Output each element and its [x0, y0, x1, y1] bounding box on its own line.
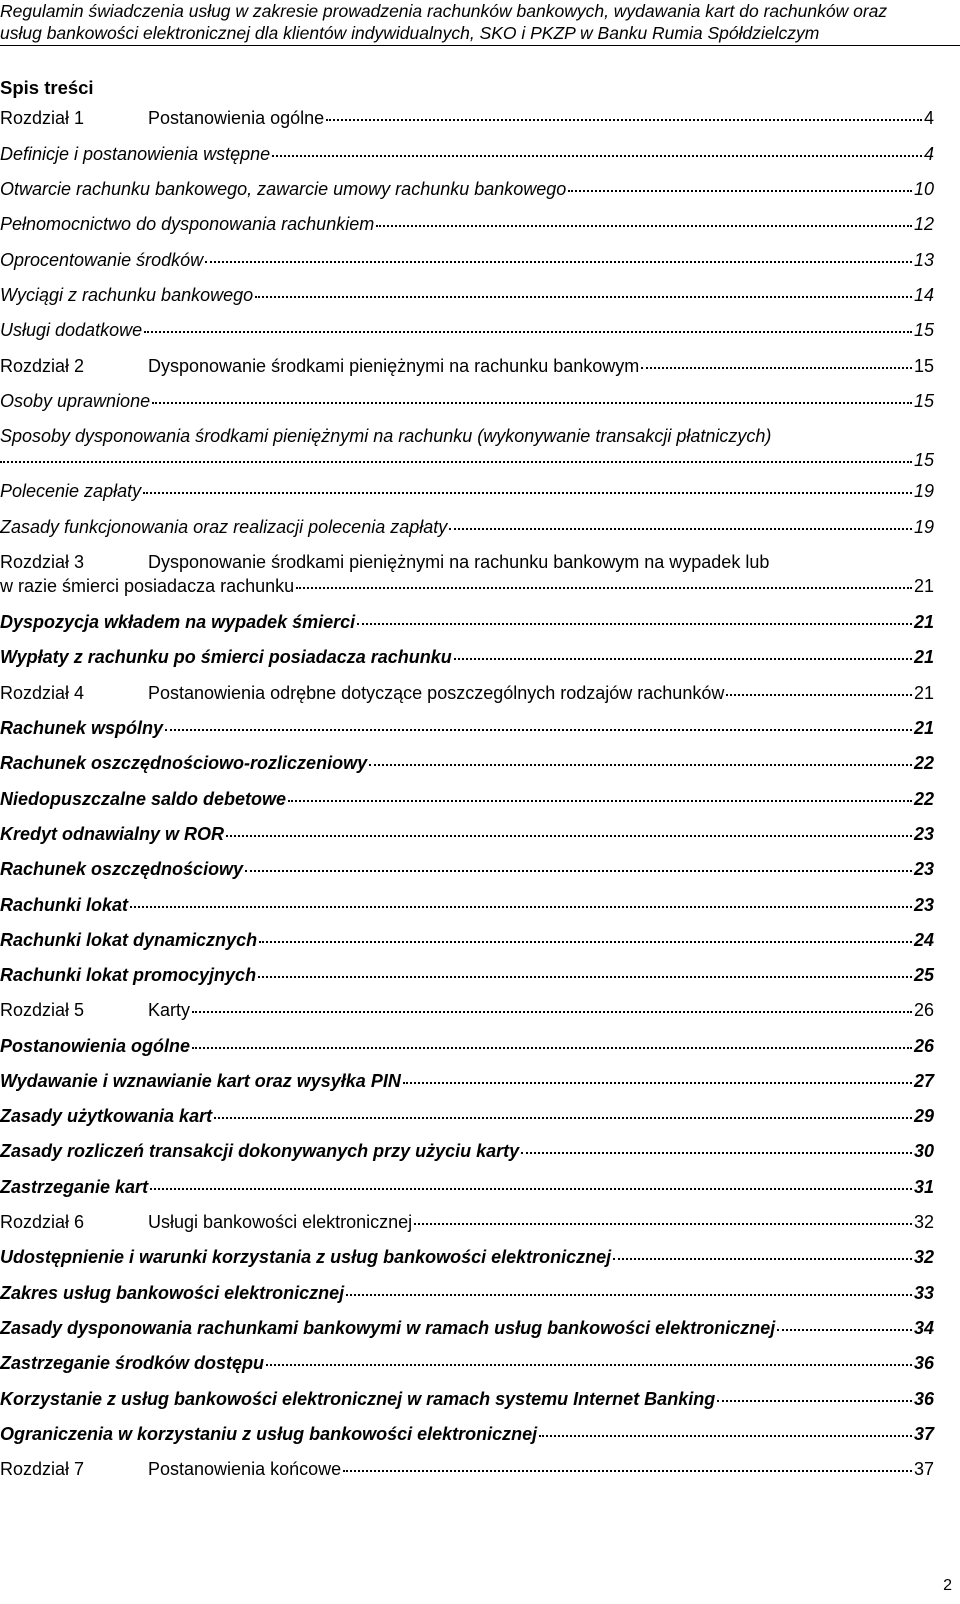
toc-entry[interactable]	[0, 1139, 934, 1163]
toc-page-number: 27	[913, 1071, 934, 1091]
dot-leader	[192, 1034, 912, 1052]
toc-page-number: 15	[913, 320, 934, 340]
toc-entry[interactable]	[0, 1069, 934, 1093]
dot-leader	[403, 1069, 912, 1087]
toc-entry[interactable]	[0, 681, 934, 705]
toc-entry[interactable]	[0, 893, 934, 917]
toc-page-number: 36	[913, 1353, 934, 1373]
toc-entry-title: Zasady rozliczeń transakcji dokonywanych przy użyciu karty	[0, 1141, 520, 1161]
dot-leader	[326, 106, 922, 124]
toc-entry[interactable]	[0, 822, 934, 846]
toc-chapter-label: Rozdział 1	[0, 108, 85, 128]
toc-entry[interactable]	[0, 1281, 934, 1305]
page-number: 2	[943, 1577, 952, 1594]
dot-leader	[272, 142, 922, 160]
toc-page-number: 21	[913, 612, 934, 632]
toc-page-number: 21	[913, 683, 934, 703]
toc-entry-title: Polecenie zapłaty	[0, 481, 142, 501]
toc-page-number: 24	[913, 930, 934, 950]
toc-entry-title: Dysponowanie środkami pieniężnymi na rachunku bankowym	[148, 356, 640, 376]
toc-chapter-label: Rozdział 7	[0, 1459, 85, 1479]
toc-chapter-label: Rozdział 5	[0, 1000, 85, 1020]
toc-page-number: 29	[913, 1106, 934, 1126]
dot-leader	[346, 1281, 912, 1299]
toc-page-number: 23	[913, 824, 934, 844]
toc-entry-title: Korzystanie z usług bankowości elektronicznej w ramach systemu Internet Banking	[0, 1389, 716, 1409]
toc-entry-title: Postanowienia ogólne	[148, 108, 325, 128]
toc-entry-title: Udostępnienie i warunki korzystania z usług bankowości elektronicznej	[0, 1247, 612, 1267]
toc-page-number: 26	[913, 1036, 934, 1056]
toc-entry[interactable]	[0, 389, 934, 413]
toc-entry-title: Ograniczenia w korzystaniu z usług bankowości elektronicznej	[0, 1424, 538, 1444]
toc-entry[interactable]	[0, 1422, 934, 1446]
dot-leader	[143, 479, 912, 497]
toc-entry-title-continued: w razie śmierci posiadacza rachunku	[0, 576, 295, 596]
toc-entry-title: Kredyt odnawialny w ROR	[0, 824, 225, 844]
toc-entry[interactable]	[0, 1351, 934, 1375]
dot-leader	[192, 998, 912, 1016]
toc-page-number: 21	[913, 647, 934, 667]
toc-entry[interactable]	[0, 1457, 934, 1481]
toc-page-number: 15	[913, 356, 934, 376]
toc-entry[interactable]	[0, 645, 934, 669]
toc-entry[interactable]	[0, 515, 934, 539]
toc-page-number: 15	[913, 391, 934, 411]
dot-leader	[369, 751, 912, 769]
toc-entry[interactable]	[0, 1175, 934, 1199]
toc-entry-title: Sposoby dysponowania środkami pieniężnymi na rachunku (wykonywanie transakcji płatniczych)	[0, 426, 772, 446]
toc-entry[interactable]	[0, 787, 934, 811]
dot-leader	[376, 212, 912, 230]
toc-entry[interactable]	[0, 716, 934, 740]
dot-leader	[414, 1210, 912, 1228]
toc-entry-title: Dyspozycja wkładem na wypadek śmierci	[0, 612, 356, 632]
toc-entry[interactable]	[0, 212, 934, 236]
toc-entry[interactable]	[0, 1387, 934, 1411]
toc-entry-title: Otwarcie rachunku bankowego, zawarcie umowy rachunku bankowego	[0, 179, 567, 199]
dot-leader	[130, 893, 912, 911]
toc-entry-title: Osoby uprawnione	[0, 391, 151, 411]
dot-leader	[205, 248, 912, 266]
dot-leader	[296, 574, 912, 592]
toc-entry[interactable]	[0, 1104, 934, 1128]
dot-leader	[245, 857, 912, 875]
toc-entry[interactable]	[0, 1316, 934, 1340]
dot-leader	[343, 1457, 912, 1475]
toc-entry[interactable]	[0, 751, 934, 775]
toc-entry-title: Rachunki lokat promocyjnych	[0, 965, 257, 985]
dot-leader	[259, 928, 912, 946]
dot-leader	[568, 177, 912, 195]
toc-entry[interactable]	[0, 106, 934, 130]
toc-entry-title: Rachunki lokat	[0, 895, 129, 915]
toc-page-number: 33	[913, 1283, 934, 1303]
toc-entry[interactable]	[0, 177, 934, 201]
toc-entry[interactable]	[0, 610, 934, 634]
toc-entry-title: Usługi bankowości elektronicznej	[148, 1212, 413, 1232]
dot-leader	[150, 1175, 912, 1193]
dot-leader	[0, 448, 912, 466]
toc-entry[interactable]	[0, 1210, 934, 1234]
toc-page-number: 23	[913, 895, 934, 915]
dot-leader	[144, 318, 912, 336]
toc-page-number: 21	[913, 576, 934, 596]
toc-chapter-label: Rozdział 3	[0, 552, 85, 572]
toc-entry[interactable]	[0, 1245, 934, 1269]
toc-page-number: 4	[923, 144, 934, 164]
toc-entry-title: Zastrzeganie kart	[0, 1177, 149, 1197]
toc-chapter-label: Rozdział 2	[0, 356, 85, 376]
dot-leader	[777, 1316, 912, 1334]
dot-leader	[454, 645, 912, 663]
toc-chapter-label: Rozdział 4	[0, 683, 85, 703]
toc-page-number: 22	[913, 789, 934, 809]
dot-leader	[266, 1351, 912, 1369]
toc-page-number: 32	[913, 1247, 934, 1267]
dot-leader	[152, 389, 912, 407]
toc-entry[interactable]	[0, 550, 934, 598]
header-divider	[0, 45, 960, 46]
header-line-2: usług bankowości elektronicznej dla klientów indywidualnych, SKO i PKZP w Banku Rumia Spółdzielczym	[0, 23, 820, 43]
toc-entry-title: Rachunki lokat dynamicznych	[0, 930, 258, 950]
dot-leader	[521, 1139, 912, 1157]
toc-entry-title: Postanowienia końcowe	[148, 1459, 342, 1479]
dot-leader	[255, 283, 912, 301]
document-header	[0, 0, 960, 44]
dot-leader	[641, 354, 912, 372]
toc-entry[interactable]	[0, 318, 934, 342]
toc-entry-title: Wydawanie i wznawianie kart oraz wysyłka PIN	[0, 1071, 401, 1091]
toc-entry[interactable]	[0, 963, 934, 987]
toc-page-number: 30	[913, 1141, 934, 1161]
toc-page-number: 36	[913, 1389, 934, 1409]
dot-leader	[613, 1245, 912, 1263]
dot-leader	[226, 822, 912, 840]
toc-page-number: 21	[913, 718, 934, 738]
toc-entry-title: Oprocentowanie środków	[0, 250, 204, 270]
toc-entry-title: Pełnomocnictwo do dysponowania rachunkiem	[0, 214, 375, 234]
toc-entry-title: Zasady funkcjonowania oraz realizacji polecenia zapłaty	[0, 517, 448, 537]
dot-leader	[288, 787, 912, 805]
toc-entry-title: Niedopuszczalne saldo debetowe	[0, 789, 287, 809]
toc-page-number: 23	[913, 859, 934, 879]
toc-page-number: 26	[913, 1000, 934, 1020]
dot-leader	[214, 1104, 912, 1122]
dot-leader	[449, 515, 912, 533]
toc-page-number: 31	[913, 1177, 934, 1197]
toc-entry-title: Rachunek oszczędnościowo-rozliczeniowy	[0, 753, 368, 773]
toc-entry[interactable]	[0, 248, 934, 272]
toc-entry[interactable]	[0, 354, 934, 378]
toc-title: Spis treści	[0, 77, 94, 98]
toc-entry-title: Rachunek oszczędnościowy	[0, 859, 244, 879]
toc-page-number: 34	[913, 1318, 934, 1338]
toc-page-number: 32	[913, 1212, 934, 1232]
toc-entry[interactable]	[0, 142, 934, 166]
toc-page-number: 19	[913, 481, 934, 501]
toc-entry-title: Postanowienia ogólne	[0, 1036, 191, 1056]
toc-entry-title: Zastrzeganie środków dostępu	[0, 1353, 265, 1373]
toc-entry[interactable]	[0, 479, 934, 503]
toc-entry-title: Definicje i postanowienia wstępne	[0, 144, 271, 164]
toc-entry-title: Postanowienia odrębne dotyczące poszczególnych rodzajów rachunków	[148, 683, 725, 703]
toc-entry-title: Zasady użytkowania kart	[0, 1106, 213, 1126]
toc-page-number: 13	[913, 250, 934, 270]
toc-entry[interactable]	[0, 283, 934, 307]
dot-leader	[258, 963, 912, 981]
toc-page-number: 14	[913, 285, 934, 305]
toc-entry-title: Dysponowanie środkami pieniężnymi na rachunku bankowym na wypadek lub	[148, 552, 770, 572]
header-line-1: Regulamin świadczenia usług w zakresie prowadzenia rachunków bankowych, wydawania kart do rachunków oraz	[0, 1, 888, 21]
toc-chapter-label: Rozdział 6	[0, 1212, 85, 1232]
toc-entry-title: Wyciągi z rachunku bankowego	[0, 285, 254, 305]
toc-page-number: 37	[913, 1424, 934, 1444]
toc-entry-title: Zasady dysponowania rachunkami bankowymi w ramach usług bankowości elektronicznej	[0, 1318, 776, 1338]
toc-entry[interactable]	[0, 857, 934, 881]
toc-entry[interactable]	[0, 998, 934, 1022]
toc-page-number: 10	[913, 179, 934, 199]
toc-entry-title: Wypłaty z rachunku po śmierci posiadacza rachunku	[0, 647, 452, 667]
toc-entry-title: Rachunek wspólny	[0, 718, 164, 738]
toc-page-number: 19	[913, 517, 934, 537]
toc-entry-title: Zakres usług bankowości elektronicznej	[0, 1283, 345, 1303]
toc-entry[interactable]	[0, 928, 934, 952]
toc-page-number: 25	[913, 965, 934, 985]
dot-leader	[539, 1422, 912, 1440]
toc-entry[interactable]	[0, 1034, 934, 1058]
toc-page-number: 12	[913, 214, 934, 234]
toc-page-number: 15	[913, 450, 934, 470]
toc-page-number: 22	[913, 753, 934, 773]
toc-entry-title: Karty	[148, 1000, 191, 1020]
dot-leader	[357, 610, 912, 628]
toc-entry[interactable]	[0, 424, 934, 472]
dot-leader	[717, 1387, 912, 1405]
dot-leader	[165, 716, 912, 734]
toc-page-number: 4	[923, 108, 934, 128]
toc-entry-title: Usługi dodatkowe	[0, 320, 143, 340]
toc-page-number: 37	[913, 1459, 934, 1479]
dot-leader	[726, 681, 912, 699]
